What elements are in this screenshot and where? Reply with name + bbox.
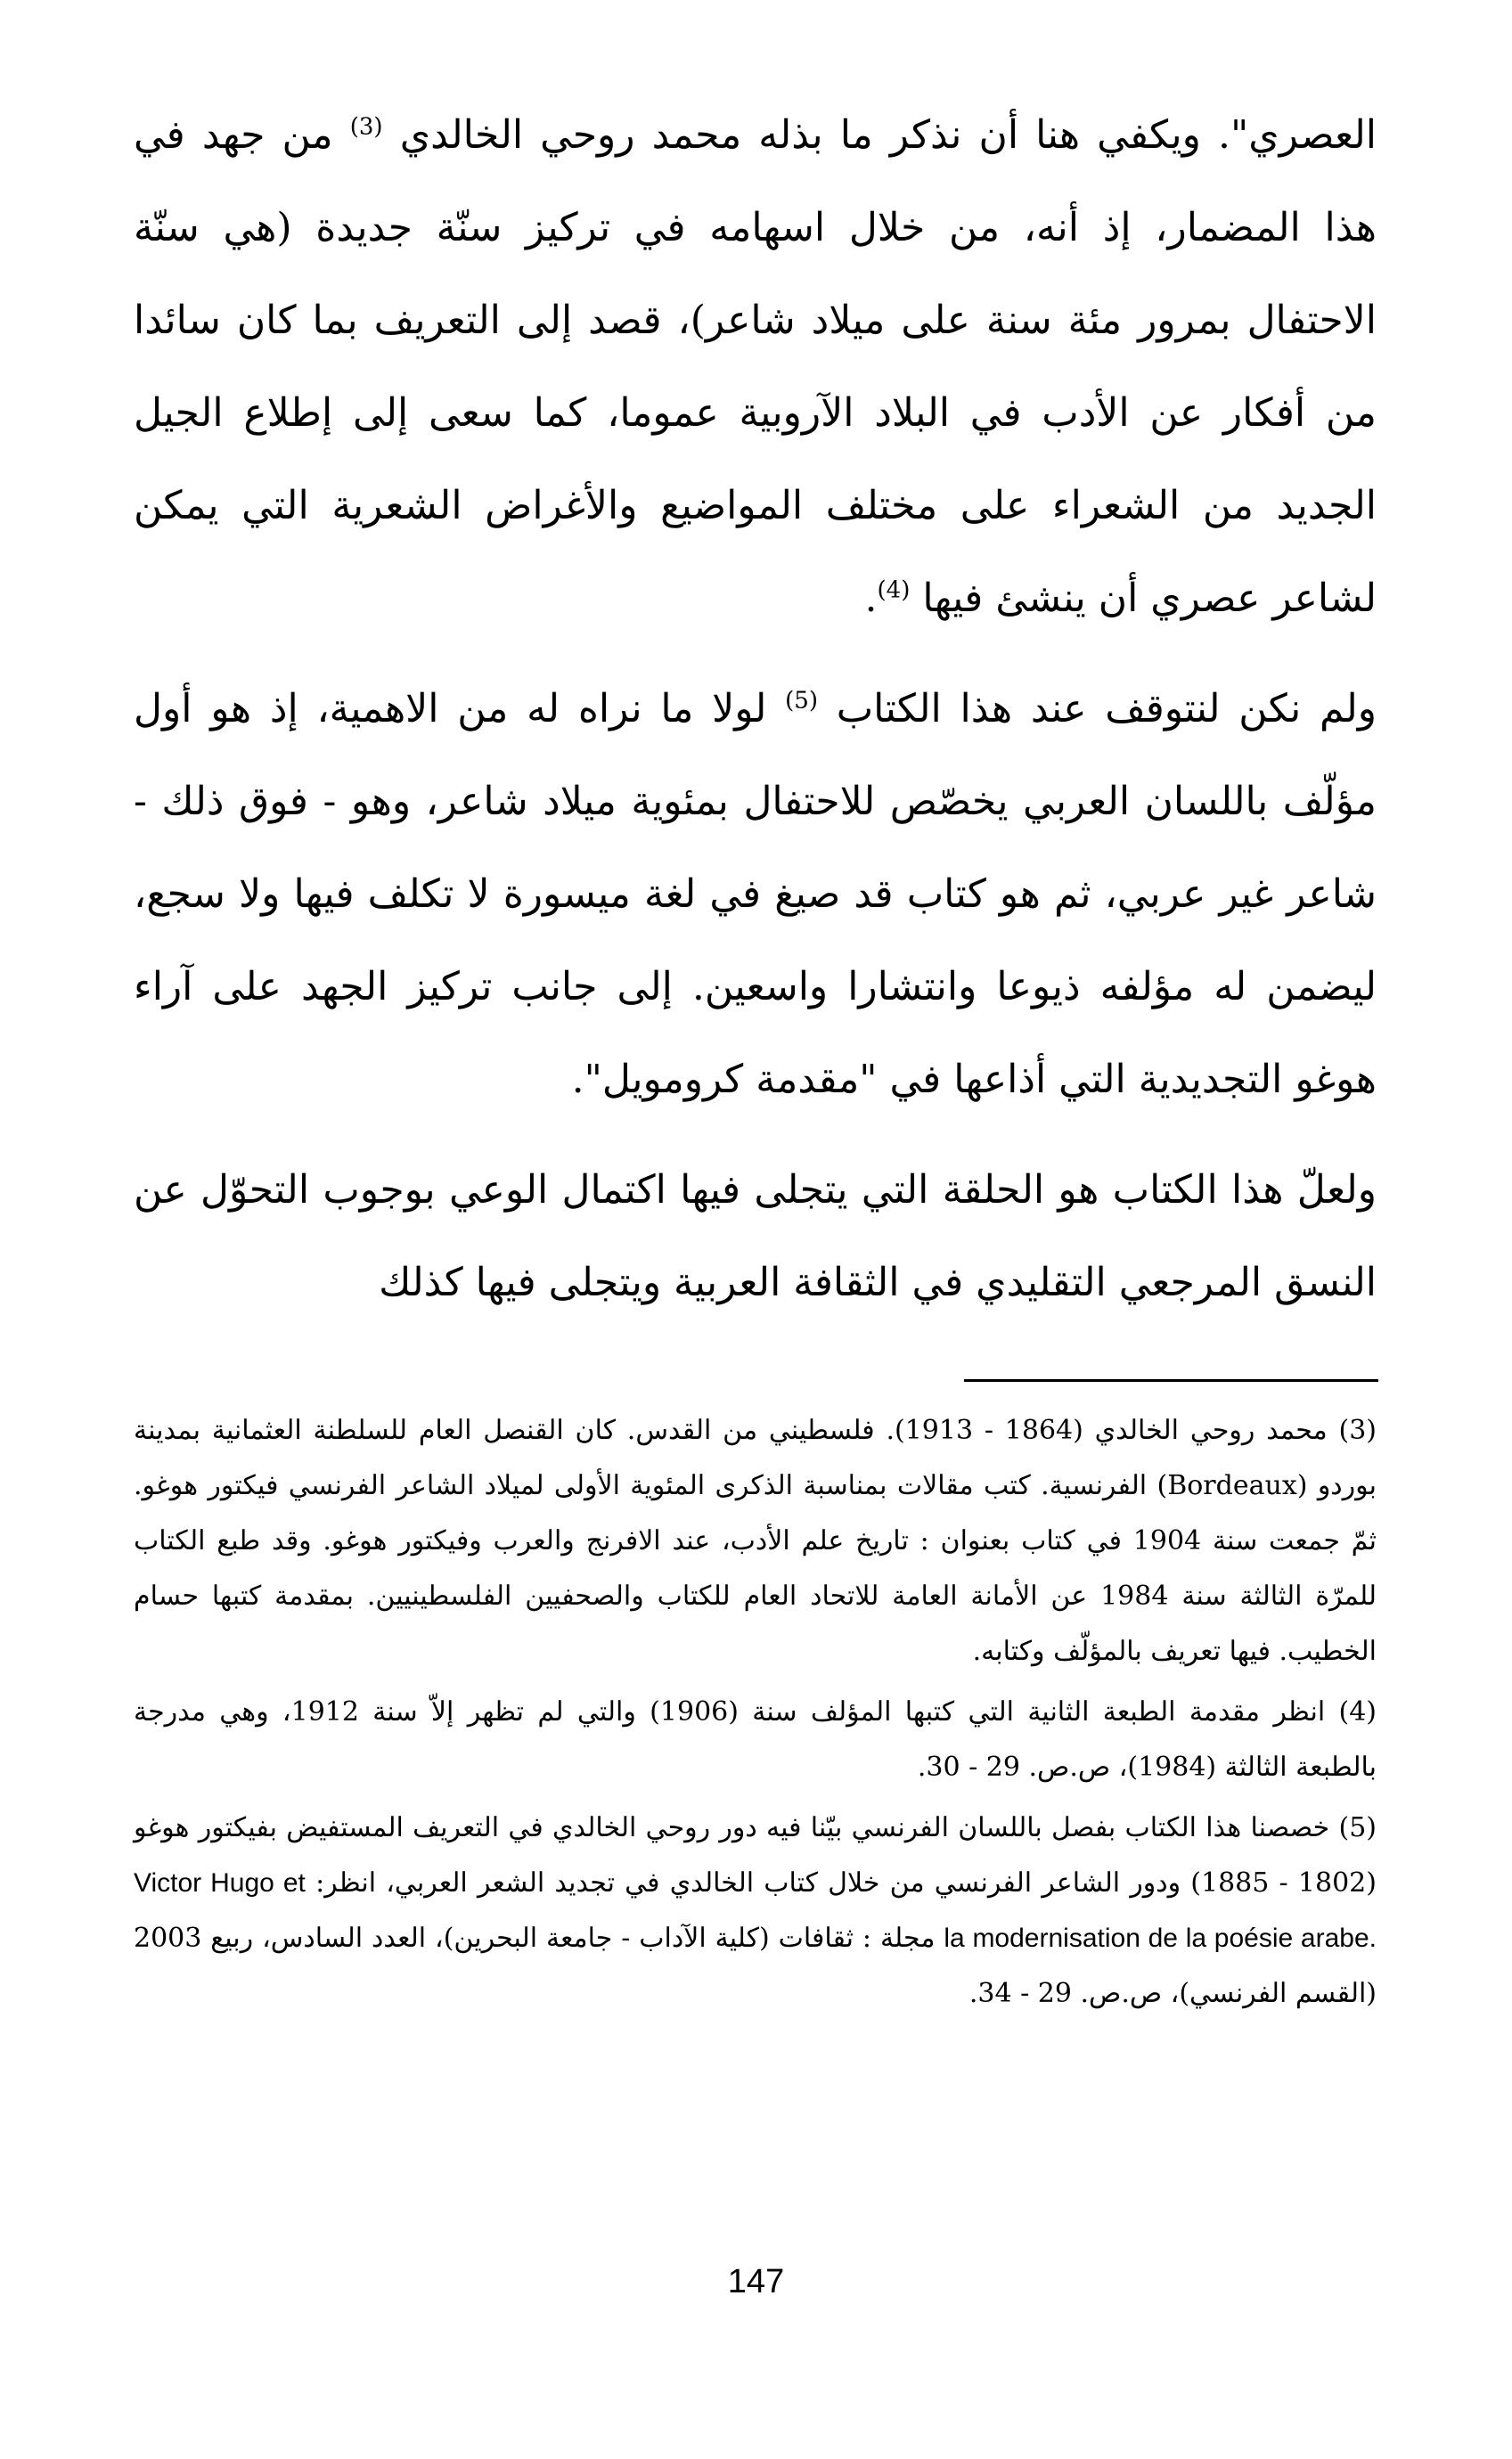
footnote-separator bbox=[964, 1379, 1378, 1382]
footnote-5 bbox=[134, 1801, 1377, 2022]
footnote-3-number: (3) bbox=[1338, 1415, 1377, 1446]
footnote-5-text-a: خصصنا هذا الكتاب بفصل باللسان الفرنسي بيّنا فيه دور روحي الخالدي في التعريف المستفيض بفيكتور هوغو (1802 - 1885) ودور الشاعر الفرنسي من خلال كتاب الخالدي في تجديد الشعر العربي، انظر: bbox=[134, 1812, 1377, 1899]
paragraph-1 bbox=[134, 89, 1377, 645]
footnote-ref-5: (5) bbox=[785, 687, 818, 715]
paragraph-2 bbox=[134, 663, 1377, 1126]
footnote-ref-3: (3) bbox=[349, 113, 383, 141]
footnote-5-french-title: Victor Hugo et la modernisation de la poésie arabe. bbox=[134, 1868, 1377, 1953]
footnotes bbox=[134, 1403, 1377, 2027]
footnote-5-number: (5) bbox=[1338, 1812, 1377, 1843]
paragraph-3: ولعلّ هذا الكتاب هو الحلقة التي يتجلى فيها اكتمال الوعي بوجوب التحوّل عن النسق المرجعي التقليدي في الثقافة العربية ويتجلى فيها كذلك bbox=[134, 1167, 1377, 1305]
paragraph-1-text-a: العصري". ويكفي هنا أن نذكر ما بذله محمد روحي الخالدي bbox=[399, 112, 1377, 158]
footnote-5-text-b: مجلة : ثقافات (كلية الآداب - جامعة البحرين)، العدد السادس، ربيع 2003 (القسم الفرنسي)، ص.ص. 29 - 34. bbox=[134, 1923, 1377, 2009]
footnote-4 bbox=[134, 1685, 1377, 1795]
main-text bbox=[134, 89, 1377, 1329]
paragraph-1-text-b: من جهد في هذا المضمار، إذ أنه، من خلال اسهامه في تركيز سنّة جديدة (هي سنّة الاحتفال بمرور مئة سنة على ميلاد شاعر)، قصد إلى التعريف بما كان سائدا من أفكار عن الأدب في البلاد الآروبية عموما، كما سعى إلى إطلاع الجيل الجديد من الشعراء على مختلف المواضيع والأغراض الشعرية التي يمكن لشاعر عصري أن ينشئ فيها bbox=[134, 112, 1377, 621]
footnote-4-number: (4) bbox=[1338, 1696, 1377, 1728]
paragraph-2-text-a: ولم نكن لنتوقف عند هذا الكتاب bbox=[836, 686, 1377, 731]
footnote-3-text: محمد روحي الخالدي (1864 - 1913). فلسطيني من القدس. كان القنصل العام للسلطنة العثمانية بمدينة بوردو (Bordeaux) الفرنسية. كتب مقالات بمناسبة الذكرى المئوية الأولى لميلاد الشاعر الفرنسي فيكتور هوغو. ثمّ جمعت سنة 1904 في كتاب بعنوان : تاريخ علم الأدب، عند الافرنج والعرب وفيكتور هوغو. وقد طبع الكتاب للمرّة الثالثة سنة 1984 عن الأمانة العامة للاتحاد العام للكتاب والصحفيين الفلسطينيين. بمقدمة كتبها حسام الخطيب. فيها تعريف بالمؤلّف وكتابه. bbox=[134, 1415, 1377, 1667]
page-number: 147 bbox=[727, 2263, 785, 2300]
footnote-ref-4: (4) bbox=[877, 576, 911, 604]
footnote-4-text: انظر مقدمة الطبعة الثانية التي كتبها المؤلف سنة (1906) والتي لم تظهر إلاّ سنة 1912، وهي مدرجة بالطبعة الثالثة (1984)، ص.ص. 29 - 30. bbox=[134, 1696, 1377, 1783]
paragraph-2-text-b: لولا ما نراه له من الاهمية، إذ هو أول مؤلّف باللسان العربي يخصّص للاحتفال بمئوية ميلاد شاعر، وهو - فوق ذلك - شاعر غير عربي، ثم هو كتاب قد صيغ في لغة ميسورة لا تكلف فيها ولا سجع، ليضمن له مؤلفه ذيوعا وانتشارا واسعين. إلى جانب تركيز الجهد على آراء هوغو التجديدية التي أذاعها في "مقدمة كرومويل". bbox=[134, 686, 1377, 1102]
paragraph-1-end: . bbox=[864, 576, 878, 621]
footnote-3 bbox=[134, 1403, 1377, 1679]
